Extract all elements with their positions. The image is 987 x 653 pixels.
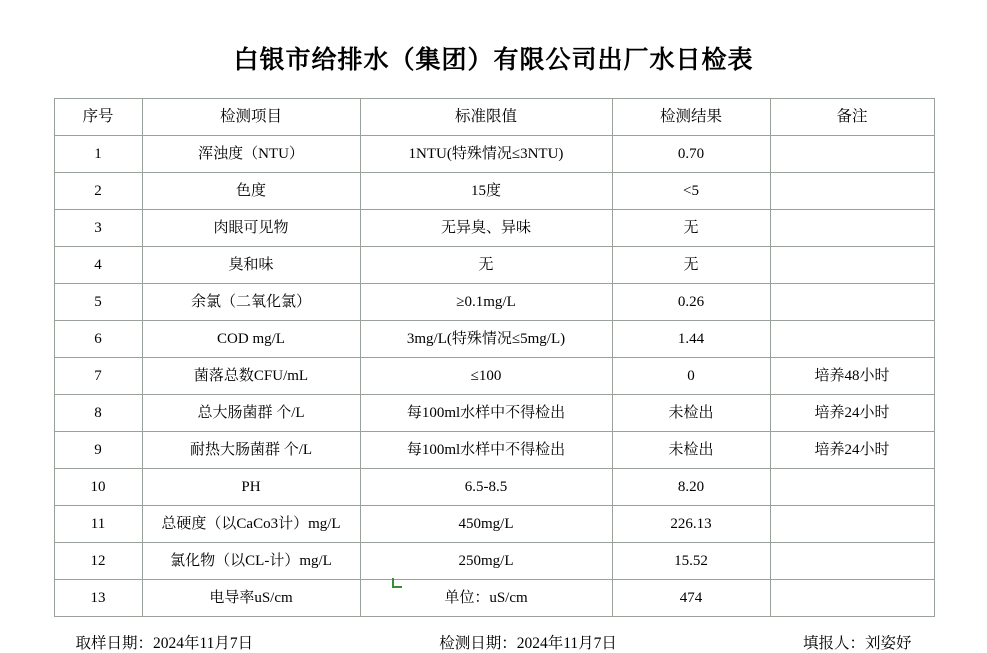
cell-item: 余氯（二氧化氯） [142, 284, 360, 321]
table-header-row [54, 99, 934, 136]
cell-no: 13 [54, 580, 142, 617]
cell-no: 2 [54, 173, 142, 210]
cell-item: 臭和味 [142, 247, 360, 284]
cell-note: 培养48小时 [770, 358, 934, 395]
table-row [54, 210, 934, 247]
cell-item: PH [142, 469, 360, 506]
cell-result: 226.13 [612, 506, 770, 543]
cell-no: 10 [54, 469, 142, 506]
cell-result: 15.52 [612, 543, 770, 580]
table-row [54, 284, 934, 321]
cell-result: 无 [612, 210, 770, 247]
cell-item [142, 321, 360, 358]
cell-std: 无异臭、异味 [360, 210, 612, 247]
testing-date: 检测日期：2024年11月7日 [439, 635, 617, 652]
cell-note [770, 210, 934, 247]
table-header [54, 99, 934, 136]
cell-note [770, 284, 934, 321]
table-row [54, 136, 934, 173]
cell-result: 0.70 [612, 136, 770, 173]
table-body [54, 136, 934, 617]
cell-item: 总大肠菌群 个/L [142, 395, 360, 432]
cell-std: ≥0.1mg/L [360, 284, 612, 321]
table-row [54, 506, 934, 543]
cell-result: 未检出 [612, 432, 770, 469]
table-row [54, 432, 934, 469]
table-row [54, 543, 934, 580]
cell-std: ≤100 [360, 358, 612, 395]
cell-std: 6.5-8.5 [360, 469, 612, 506]
cell-item: 肉眼可见物 [142, 210, 360, 247]
cell-no: 7 [54, 358, 142, 395]
column-header-result: 检测结果 [612, 99, 770, 136]
cell-result: 未检出 [612, 395, 770, 432]
table-row [54, 395, 934, 432]
column-header-no: 序号 [54, 99, 142, 136]
cell-note: 培养24小时 [770, 432, 934, 469]
cell-item: 耐热大肠菌群 个/L [142, 432, 360, 469]
cell-note [770, 506, 934, 543]
cell-result: 8.20 [612, 469, 770, 506]
cell-item: 氯化物（以CL-计）mg/L [142, 543, 360, 580]
water-quality-report-table [54, 98, 935, 617]
cell-result: 无 [612, 247, 770, 284]
cell-std: 单位：uS/cm [360, 580, 612, 617]
table-row [54, 469, 934, 506]
cell-no: 1 [54, 136, 142, 173]
cell-result: <5 [612, 173, 770, 210]
page-title: 白银市给排水（集团）有限公司出厂水日检表 [233, 47, 754, 74]
cell-item-text: COD mg/L [217, 331, 285, 347]
cell-no: 5 [54, 284, 142, 321]
cell-std: 无 [360, 247, 612, 284]
cell-no: 11 [54, 506, 142, 543]
cell-std: 15度 [360, 173, 612, 210]
column-header-std: 标准限值 [360, 99, 612, 136]
cell-std: 450mg/L [360, 506, 612, 543]
cell-no: 9 [54, 432, 142, 469]
cell-item: 色度 [142, 173, 360, 210]
report-table-wrapper [54, 98, 934, 617]
cell-std: 1NTU(特殊情况≤3NTU) [360, 136, 612, 173]
cell-result: 0 [612, 358, 770, 395]
cell-item: 浑浊度（NTU） [142, 136, 360, 173]
table-row [54, 580, 934, 617]
cell-no: 12 [54, 543, 142, 580]
cell-note [770, 469, 934, 506]
cell-note [770, 136, 934, 173]
corner-mark-icon [392, 578, 402, 588]
document-footer [54, 631, 934, 653]
cell-note [770, 543, 934, 580]
cell-std: 3mg/L(特殊情况≤5mg/L) [360, 321, 612, 358]
sampling-date: 取样日期：2024年11月7日 [75, 635, 254, 652]
table-row [54, 247, 934, 284]
reporter-name: 填报人：刘姿妤 [802, 635, 912, 652]
cell-item: 总硬度（以CaCo3计）mg/L [142, 506, 360, 543]
cell-item: 电导率uS/cm [142, 580, 360, 617]
cell-note [770, 247, 934, 284]
cell-result: 1.44 [612, 321, 770, 358]
cell-note [770, 580, 934, 617]
cell-note [770, 321, 934, 358]
cell-no: 3 [54, 210, 142, 247]
cell-note [770, 173, 934, 210]
cell-result: 0.26 [612, 284, 770, 321]
column-header-item: 检测项目 [142, 99, 360, 136]
table-row [54, 358, 934, 395]
cell-item: 菌落总数CFU/mL [142, 358, 360, 395]
cell-std: 每100ml水样中不得检出 [360, 432, 612, 469]
cell-no: 4 [54, 247, 142, 284]
cell-std: 250mg/L [360, 543, 612, 580]
cell-no: 6 [54, 321, 142, 358]
table-row [54, 321, 934, 358]
cell-result: 474 [612, 580, 770, 617]
column-header-note: 备注 [770, 99, 934, 136]
cell-note: 培养24小时 [770, 395, 934, 432]
cell-std: 每100ml水样中不得检出 [360, 395, 612, 432]
table-row [54, 173, 934, 210]
cell-no: 8 [54, 395, 142, 432]
